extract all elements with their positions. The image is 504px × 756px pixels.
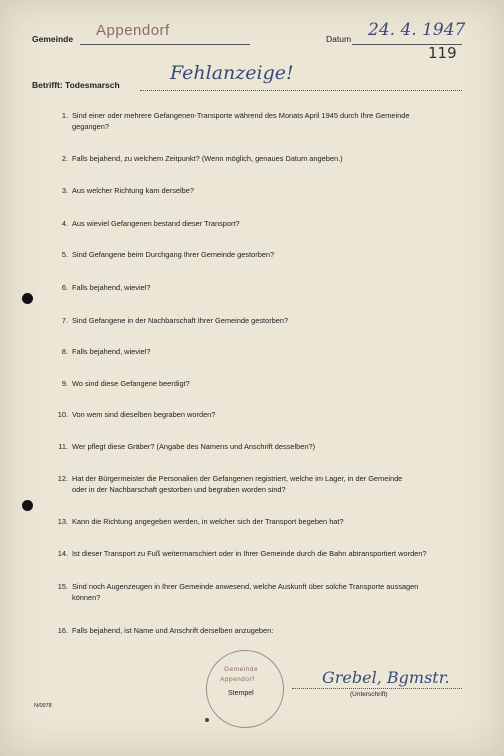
question-3 xyxy=(55,185,465,196)
question-9 xyxy=(55,378,465,389)
question-number: 12. xyxy=(57,474,68,483)
datum-handwritten-value: 24. 4. 1947 xyxy=(368,20,466,40)
document-number: 119 xyxy=(428,44,457,62)
question-text: Von wem sind dieselben begraben worden? xyxy=(72,410,216,419)
question-number: 15. xyxy=(57,582,68,591)
question-2 xyxy=(55,153,465,164)
question-number: 2. xyxy=(61,154,68,163)
stempel-label: Stempel xyxy=(228,690,254,697)
question-text: Falls bejahend, wieviel? xyxy=(72,347,151,356)
signature: Grebel, Bgmstr. xyxy=(322,668,450,687)
punch-mark xyxy=(205,718,209,722)
gemeinde-underline xyxy=(80,44,250,45)
official-seal xyxy=(206,650,284,728)
question-text: Wer pflegt diese Gräber? (Angabe des Namens und Anschrift desselben?) xyxy=(72,442,316,451)
question-text: Sind Gefangene in der Nachbarschaft Ihrer Gemeinde gestorben? xyxy=(72,316,289,325)
signature-line xyxy=(292,688,462,689)
seal-text-line2: Appendorf xyxy=(220,676,255,683)
question-5 xyxy=(55,249,465,260)
punch-hole xyxy=(22,293,33,304)
question-number: 1. xyxy=(61,111,68,120)
question-text: Ist dieser Transport zu Fuß weitermarschiert oder in Ihrer Gemeinde durch die Bahn abtransportiert worden? xyxy=(72,549,427,558)
seal-text-line1: Gemeinde xyxy=(224,666,258,673)
question-14 xyxy=(55,548,465,559)
question-1 xyxy=(55,110,465,132)
question-11 xyxy=(55,441,465,452)
question-text: Falls bejahend, ist Name und Anschrift derselben anzugeben: xyxy=(72,626,274,635)
question-16 xyxy=(55,625,465,636)
gemeinde-stamp-value: Appendorf xyxy=(96,22,170,39)
question-text: Aus wieviel Gefangenen bestand dieser Transport? xyxy=(72,219,240,228)
question-15 xyxy=(55,581,465,603)
question-number: 10. xyxy=(57,410,68,419)
question-text: Aus welcher Richtung kam derselbe? xyxy=(72,186,195,195)
question-number: 16. xyxy=(57,626,68,635)
question-text: Hat der Bürgermeister die Personalien der Gefangenen registriert, welche im Lager, in der Gemeinde xyxy=(72,474,403,483)
question-number: 9. xyxy=(61,379,68,388)
question-number: 4. xyxy=(61,219,68,228)
question-number: 7. xyxy=(61,316,68,325)
gemeinde-label: Gemeinde xyxy=(32,34,74,44)
datum-label: Datum xyxy=(326,34,352,44)
form-code: N/0978 xyxy=(34,703,52,709)
question-number: 11. xyxy=(58,442,68,451)
question-12 xyxy=(55,473,465,495)
unterschrift-label: (Unterschrift) xyxy=(350,691,388,698)
question-text: Falls bejahend, zu welchem Zeitpunkt? (Wenn möglich, genaues Datum angeben.) xyxy=(72,154,343,163)
question-8 xyxy=(55,346,465,357)
question-7 xyxy=(55,315,465,326)
question-number: 3. xyxy=(61,186,68,195)
question-text-continued: gegangen? xyxy=(72,122,109,131)
question-text: Sind einer oder mehrere Gefangenen-Transporte während des Monats April 1945 durch Ihre Gemeinde xyxy=(72,111,410,120)
question-13 xyxy=(55,516,465,527)
question-text: Kann die Richtung angegeben werden, in welcher sich der Transport begeben hat? xyxy=(72,517,344,526)
question-6 xyxy=(55,282,465,293)
question-number: 14. xyxy=(57,549,68,558)
betrifft-underline xyxy=(140,90,462,91)
question-text-continued: oder in der Nachbarschaft gestorben und begraben worden sind? xyxy=(72,485,286,494)
punch-hole xyxy=(22,500,33,511)
question-4 xyxy=(55,218,465,229)
question-text: Falls bejahend, wieviel? xyxy=(72,283,151,292)
question-text: Wo sind diese Gefangene beerdigt? xyxy=(72,379,190,388)
question-number: 8. xyxy=(61,347,68,356)
question-number: 13. xyxy=(57,517,68,526)
question-10 xyxy=(55,409,465,420)
question-text: Sind Gefangene beim Durchgang Ihrer Gemeinde gestorben? xyxy=(72,250,275,259)
question-text: Sind noch Augenzeugen in Ihrer Gemeinde anwesend, welche Auskunft über solche Transporte aussagen xyxy=(72,582,419,591)
betrifft-handwritten-value: Fehlanzeige! xyxy=(170,62,294,84)
question-number: 6. xyxy=(61,283,68,292)
betrifft-label: Betrifft: Todesmarsch xyxy=(32,80,120,90)
question-number: 5. xyxy=(61,250,68,259)
question-text-continued: können? xyxy=(72,593,101,602)
